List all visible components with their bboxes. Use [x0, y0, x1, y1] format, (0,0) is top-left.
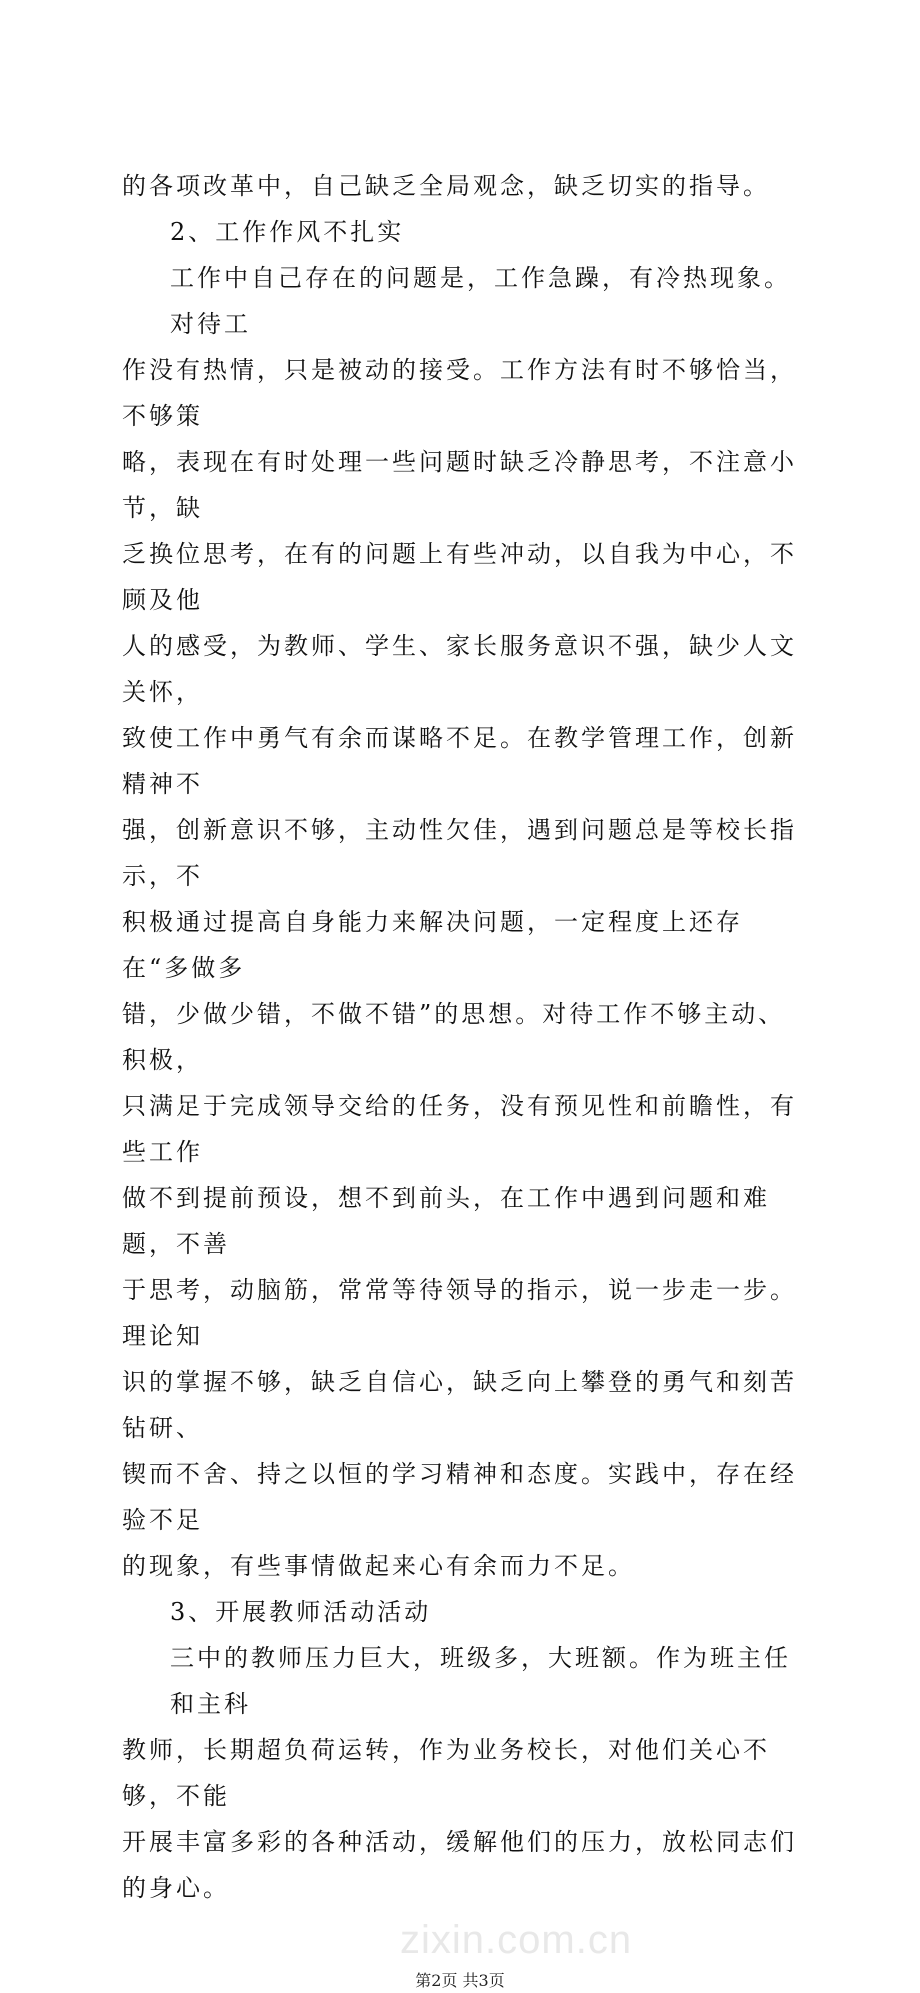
- text-line: 三中的教师压力巨大，班级多，大班额。作为班主任和主科: [170, 1644, 791, 1718]
- text-line: 识的掌握不够，缺乏自信心，缺乏向上攀登的勇气和刻苦钻研、: [122, 1368, 797, 1442]
- page-footer: 第2页 共3页: [415, 1971, 505, 1990]
- document-body: [122, 163, 802, 1911]
- text-line: 教师，长期超负荷运转，作为业务校长，对他们关心不够，不能: [122, 1736, 770, 1810]
- text-line: 人的感受，为教师、学生、家长服务意识不强，缺少人文关怀，: [122, 632, 797, 706]
- text-line: 于思考，动脑筋，常常等待领导的指示，说一步走一步。理论知: [122, 1276, 797, 1350]
- text-line: 3、开展教师活动活动: [170, 1598, 432, 1626]
- text-line: 工作中自己存在的问题是，工作急躁，有冷热现象。对待工: [170, 264, 791, 338]
- text-line: 致使工作中勇气有余而谋略不足。在教学管理工作，创新精神不: [122, 724, 797, 798]
- text-line: 作没有热情，只是被动的接受。工作方法有时不够恰当，不够策: [122, 356, 797, 430]
- text-line: 强，创新意识不够，主动性欠佳，遇到问题总是等校长指示，不: [122, 816, 797, 890]
- text-line: 只满足于完成领导交给的任务，没有预见性和前瞻性，有些工作: [122, 1092, 797, 1166]
- text-line: 2、工作作风不扎实: [170, 218, 405, 246]
- text-line: 略，表现在有时处理一些问题时缺乏冷静思考，不注意小节，缺: [122, 448, 797, 522]
- watermark: zixin.com.cn: [400, 1918, 633, 1962]
- text-line: 积极通过提高自身能力来解决问题，一定程度上还存在“多做多: [122, 908, 743, 982]
- text-line: 做不到提前预设，想不到前头，在工作中遇到问题和难题，不善: [122, 1184, 770, 1258]
- text-line: 的现象，有些事情做起来心有余而力不足。: [122, 1552, 635, 1580]
- text-line: 的各项改革中，自己缺乏全局观念，缺乏切实的指导。: [122, 172, 770, 200]
- text-line: 开展丰富多彩的各种活动，缓解他们的压力，放松同志们的身心。: [122, 1828, 797, 1902]
- text-line: 乏换位思考，在有的问题上有些冲动，以自我为中心，不顾及他: [122, 540, 797, 614]
- text-line: 错，少做少错，不做不错”的思想。对待工作不够主动、积极，: [122, 1000, 786, 1074]
- text-line: 锲而不舍、持之以恒的学习精神和态度。实践中，存在经验不足: [122, 1460, 797, 1534]
